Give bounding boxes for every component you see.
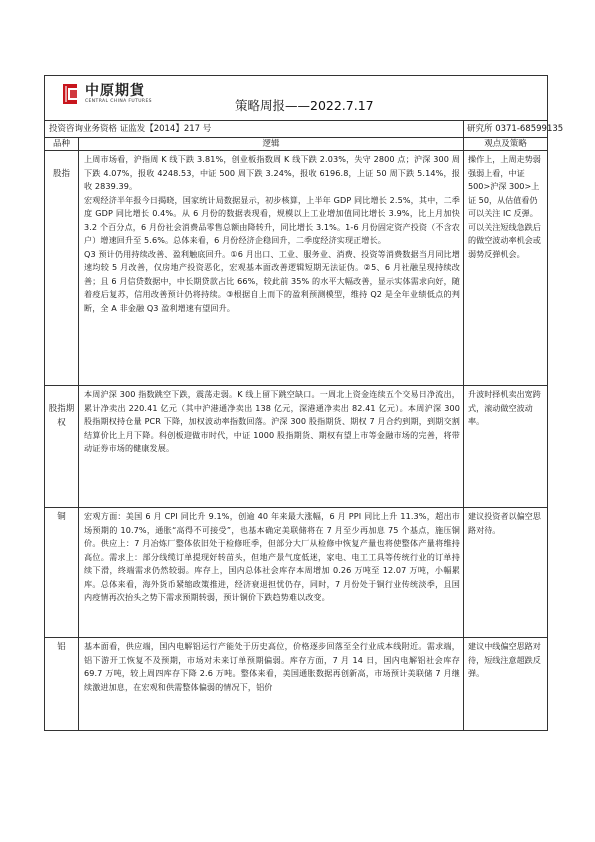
strategy-table (44, 75, 564, 731)
qualification-text: 投资咨询业务资格 证监发【2014】217 号 (45, 121, 464, 138)
category-cell: 股指期权 (45, 386, 79, 508)
logic-cell (79, 151, 464, 386)
header-cell (45, 76, 548, 121)
table-row-index-options (45, 386, 548, 508)
company-name: 中原期貨 (85, 83, 145, 99)
report-title: 策略周报——2022.7.17 (235, 98, 374, 113)
institute-phone: 研究所 0371-68599135 (464, 121, 548, 138)
logic-cell (79, 638, 464, 731)
header-row (45, 76, 548, 121)
logic-paragraph: 宏观经济半年报今日揭晓，国家统计局数据显示，初步核算，上半年 GDP 同比增长 2.5%，其中，二季度 GDP 同比增长 0.4%。从 6 月份的数据表现看，规模以上工业增加值同比增长 3.9%，比上月加快 3.2 个百分点，6 月份社会消费品零售总额由降转升，同比增长 3.1%。1-6 月份固定资产投资（不含农户）增速回升至 5.6%。总体来看，6 月份经济企稳回升，二季度经济实现正增长。 (84, 194, 460, 245)
view-cell: 升波时择机卖出宽跨式，滚动做空波动率。 (464, 386, 548, 508)
view-cell: 操作上，上周走势弱强弱上看，中证 500>沪深 300>上证 50，从估值看仍可以关注 IC 反弹。可以关注短线急跌后的做空波动率机会或弱势反弹机会。 (464, 151, 548, 386)
table-row-aluminum (45, 638, 548, 731)
category-cell: 铜 (45, 508, 79, 638)
qualification-row (45, 121, 548, 138)
logic-paragraph: 上周市场看，沪指周 K 线下跌 3.81%，创业板指数周 K 线下跌 2.03%，失守 2800 点；沪深 300 周下跌 4.07%，报收 4248.53，中证 500 周下跌 3.24%，报收 6196.8，上证 50 周下跌 5.14%，报收 2839.39。 (84, 154, 460, 191)
logic-paragraph: 宏观方面：美国 6 月 CPI 同比升 9.1%，创逾 40 年来最大涨幅，6 月 PPI 同比上升 11.3%，超出市场预期的 10.7%，通胀“高得不可接受”，也基本确定美联储将在 7 月至少再加息 75 个基点，施压铜价。供应上：7 月冶炼厂整体依旧处于检修旺季，但部分大厂从检修中恢复产量也将使整体产量将维持高位。需求上：部分线缆订单提现好转苗头，但地产景气度低迷，家电、电工工具等传统行业的订单持续下滑，终端需求仍然较弱。库存上，国内总体社会库存本周增加 0.26 万吨至 12.07 万吨，小幅累库。总体来看，海外货币紧缩政策推进，经济衰退担忧仍存，同时，7 月份处于铜行业传统淡季，且国内疫情再次抬头之势下需求预期转弱，预计铜价下跌趋势难以改变。 (84, 511, 460, 602)
view-cell: 建议投资者以偏空思路对待。 (464, 508, 548, 638)
company-logo-icon (59, 82, 81, 106)
company-name-en: CENTRAL CHINA FUTURES (85, 99, 152, 104)
logic-cell (79, 508, 464, 638)
logic-paragraph: 本周沪深 300 指数跳空下跌，震荡走弱。K 线上留下跳空缺口。一周北上资金连续五个交易日净流出，累计净卖出 220.41 亿元（其中沪港通净卖出 138 亿元，深港通净卖出 82.41 亿元）。本周沪深 300 股指期权持仓量 PCR 下降，加权波动率指数回落。沪深 300 股指期货、期权 7 月合约到期，到期交割结算价比上月下降。科创板迎做市时代，中证 1000 股指期货、期权有望上市等金融市场的完善，将带动证券市场的健康发展。 (84, 389, 460, 453)
column-header-view: 观点及策略 (464, 138, 548, 151)
table-row-stock-index (45, 151, 548, 386)
table-row-copper (45, 508, 548, 638)
logic-paragraph: 基本面看，供应端，国内电解铝运行产能处于历史高位，价格逐步回落至全行业成本线附近。需求端，铝下游开工恢复不及预期，市场对未来订单预期偏弱。库存方面，7 月 14 日，国内电解铝社会库存 69.7 万吨，较上周四库存下降 2.6 万吨。整体来看，美国通胀数据再创新高，市场预计美联储 7 月继续激进加息，在宏观和供需整体偏弱的情况下，铝价 (84, 641, 460, 692)
column-header-category: 品种 (45, 138, 79, 151)
logic-cell (79, 386, 464, 508)
column-header-row (45, 138, 548, 151)
logic-paragraph: Q3 预计仍用持续改善、盈利触底回升。①6 月出口、工业、服务业、消费、投资等消费数据当月同比增速均较 5 月改善，仅房地产投资恶化，宏观基本面改善逻辑短期无法证伪。②5、6 月社融呈现持续改善；且 6 月信贷数据中，中长期贷款占比 66%，较此前 35% 的水平大幅改善，显示实体需求向好，随着疫后复苏，信用改善预计仍将持续。③根据自上而下的盈利预测模型，维持 Q2 是全年业绩低点的判断，全 A 非金融 Q3 盈利增速有望回升。 (84, 248, 460, 313)
category-cell: 股指 (45, 151, 79, 386)
view-cell: 建议中线偏空思路对待，短线注意超跌反弹。 (464, 638, 548, 731)
column-header-logic: 逻辑 (79, 138, 464, 151)
category-cell: 铝 (45, 638, 79, 731)
